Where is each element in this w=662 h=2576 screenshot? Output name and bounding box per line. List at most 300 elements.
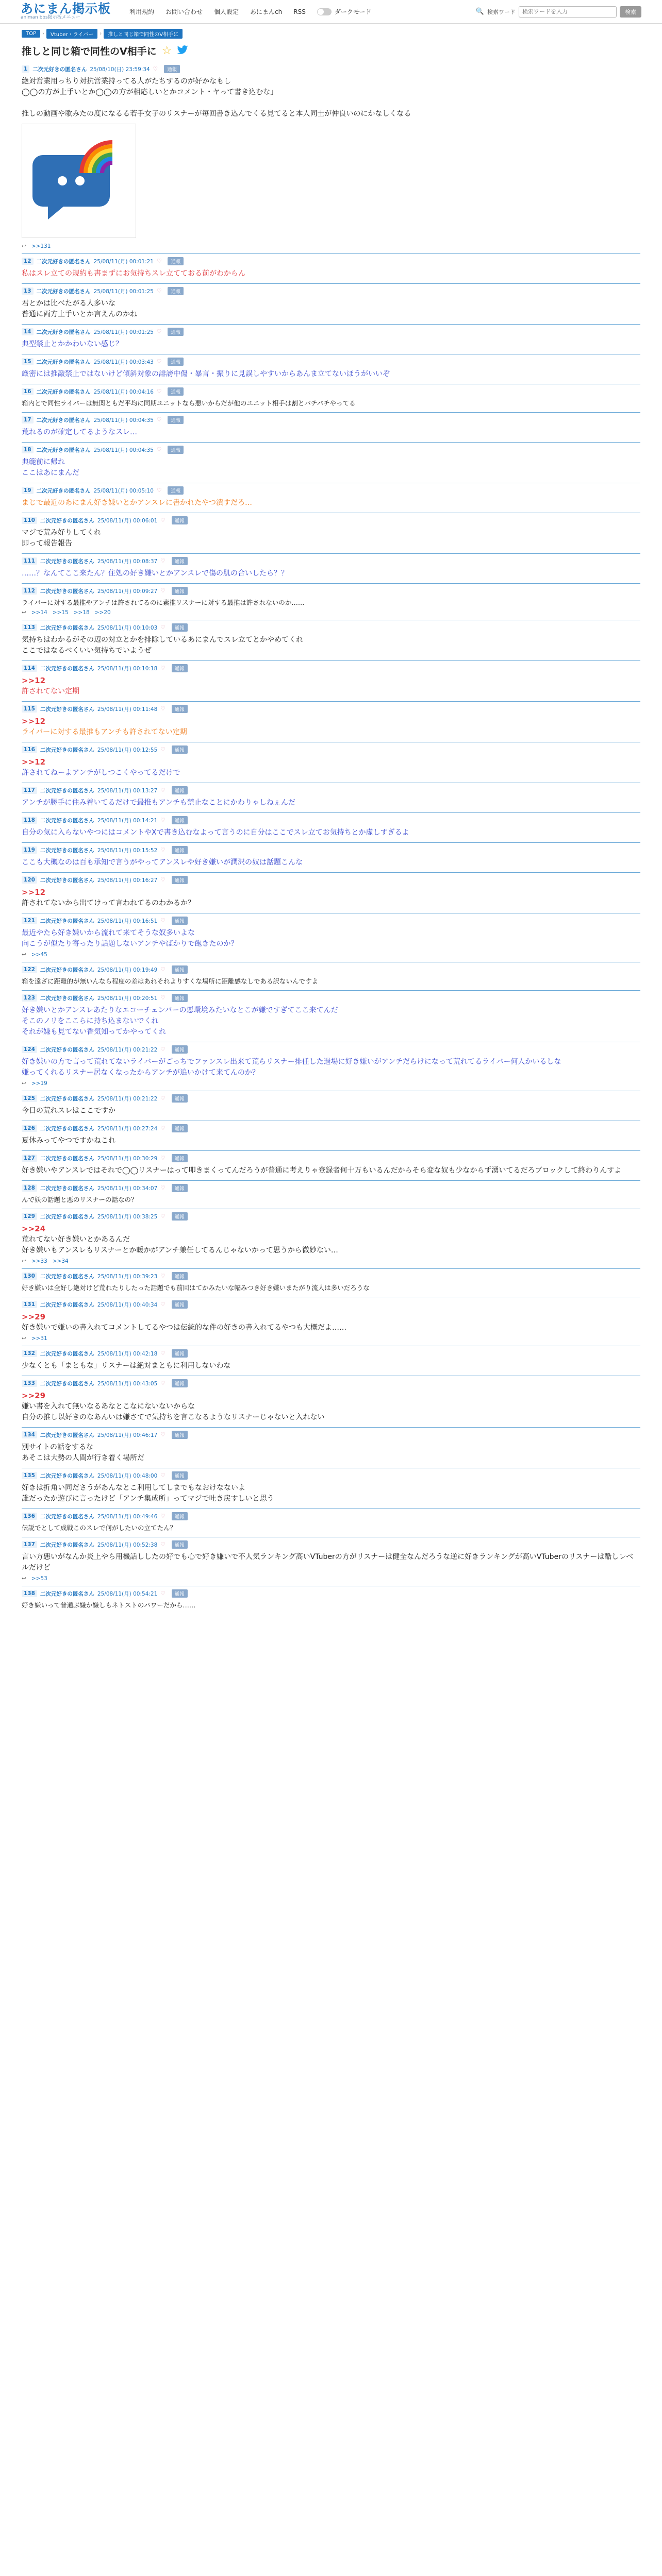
- report-button[interactable]: 通報: [172, 1184, 188, 1192]
- post-author: 二次元好きの匿名さん: [36, 417, 91, 423]
- report-button[interactable]: 通報: [172, 876, 188, 884]
- post-meta: [22, 965, 640, 974]
- heart-icon[interactable]: ♡: [156, 329, 162, 335]
- post-line: 典範前に帰れ: [22, 458, 65, 466]
- heart-icon[interactable]: ♡: [156, 487, 162, 494]
- post-number[interactable]: 17: [22, 416, 34, 423]
- post-line: 少なくとも「まともな」リスナーは絶対まともに利用しないわな: [22, 1362, 231, 1370]
- post-date: 25/08/11(月) 00:52:38: [97, 1541, 158, 1548]
- post-number[interactable]: 135: [22, 1472, 37, 1479]
- report-button[interactable]: 通報: [172, 1349, 188, 1358]
- post-author: 二次元好きの匿名さん: [36, 329, 91, 335]
- heart-icon[interactable]: ♡: [160, 665, 166, 671]
- report-button[interactable]: 通報: [172, 917, 188, 925]
- post-date: 25/08/11(月) 00:09:27: [97, 588, 158, 595]
- post-author: 二次元好きの匿名さん: [36, 447, 91, 453]
- post-body: [22, 498, 640, 509]
- post-body: [22, 675, 640, 697]
- post: [22, 412, 640, 442]
- post-body: [22, 76, 640, 120]
- post-author: 二次元好きの匿名さん: [40, 1472, 94, 1479]
- post-author: 二次元好きの匿名さん: [40, 1046, 94, 1053]
- darkmode-label: ダークモード: [334, 8, 372, 15]
- heart-icon[interactable]: ♡: [160, 1301, 166, 1308]
- post-line: ライバーに対する最推もアンチも許されてない定期: [22, 728, 187, 736]
- darkmode-toggle[interactable]: [317, 7, 372, 16]
- report-button[interactable]: 通報: [168, 387, 184, 396]
- heart-icon[interactable]: ♡: [156, 288, 162, 294]
- post-date: 25/08/11(月) 00:12:55: [97, 747, 158, 753]
- post-body: [22, 1224, 640, 1256]
- report-button[interactable]: 通報: [172, 1431, 188, 1439]
- heart-icon[interactable]: ♡: [160, 967, 166, 973]
- reply-link[interactable]: >>15: [52, 609, 69, 616]
- heart-icon[interactable]: ♡: [156, 359, 162, 365]
- nav-settings[interactable]: 個人設定: [214, 8, 239, 15]
- post-number[interactable]: 124: [22, 1046, 37, 1053]
- post-meta: [22, 257, 640, 265]
- breadcrumb-thread[interactable]: 推しと同じ箱で同性のV相手に: [104, 29, 183, 39]
- post-date: 25/08/11(月) 00:39:23: [97, 1273, 158, 1280]
- search-button[interactable]: 検索: [620, 6, 641, 18]
- post-meta: [22, 446, 640, 454]
- reply-arrow-icon: ↩: [22, 952, 26, 958]
- star-icon[interactable]: ☆: [161, 44, 172, 57]
- post-line: 嫌ってくれるリスナー居なくなったからアンチが追いかけて来てんのか？: [22, 1069, 259, 1077]
- report-button[interactable]: 通報: [172, 1540, 188, 1549]
- report-button[interactable]: 通報: [172, 786, 188, 794]
- twitter-share-icon[interactable]: [177, 45, 188, 57]
- report-button[interactable]: 通報: [172, 1045, 188, 1054]
- report-button[interactable]: 通報: [172, 1379, 188, 1387]
- heart-icon[interactable]: ♡: [160, 558, 166, 564]
- post-meta: [22, 1589, 640, 1598]
- heart-icon[interactable]: ♡: [160, 1125, 166, 1131]
- nav-contact[interactable]: お問い合わせ: [166, 8, 203, 15]
- breadcrumb-category[interactable]: Vtuber・ライバー: [46, 29, 97, 39]
- post-number[interactable]: 133: [22, 1380, 37, 1387]
- report-button[interactable]: 通報: [172, 1512, 188, 1520]
- post-number[interactable]: 129: [22, 1213, 37, 1220]
- search-input[interactable]: [519, 6, 617, 18]
- post-meta: [22, 876, 640, 884]
- heart-icon[interactable]: ♡: [160, 1273, 166, 1279]
- post-line: 向こうが似たり寄ったり話題しないアンチやばかりで飽きたのか？: [22, 940, 238, 948]
- heart-icon[interactable]: ♡: [160, 995, 166, 1001]
- toggle-track: [317, 8, 332, 15]
- nav-terms[interactable]: 利用規約: [129, 8, 155, 15]
- post-number[interactable]: 112: [22, 587, 37, 595]
- post-meta: [22, 1540, 640, 1549]
- post-date: 25/08/11(月) 00:10:03: [97, 624, 158, 631]
- heart-icon[interactable]: ♡: [160, 1432, 166, 1438]
- post-author: 二次元好きの匿名さん: [40, 1155, 94, 1162]
- post-date: 25/08/11(月) 00:16:51: [97, 918, 158, 924]
- reply-link[interactable]: >>31: [31, 1335, 47, 1342]
- post-meta: [22, 705, 640, 713]
- post-body: [22, 369, 640, 380]
- report-button[interactable]: 通報: [172, 846, 188, 854]
- post-body: [22, 827, 640, 838]
- site-logo[interactable]: [21, 3, 111, 21]
- post-meta: [22, 486, 640, 495]
- post-number[interactable]: 115: [22, 705, 37, 713]
- heart-icon[interactable]: ♡: [160, 1513, 166, 1519]
- post-date: 25/08/11(月) 00:04:35: [93, 447, 154, 453]
- post-meta: [22, 416, 640, 424]
- nav-animanch[interactable]: あにまんch: [250, 8, 283, 15]
- post-line: 好き嫌いもアンスレもリスナーとか暖かがアンチ兼任してるんじゃないかって思うから微妙ない…: [22, 1246, 338, 1255]
- reply-link[interactable]: >>45: [31, 952, 47, 958]
- post-line: 好き嫌いで嫌いの書入れてコメントしてるやつは伝統的な件の好きの書入れてるやつも大概だよ……: [22, 1324, 346, 1332]
- post-date: 25/08/11(月) 00:01:25: [93, 288, 154, 295]
- post-author: 二次元好きの匿名さん: [36, 487, 91, 494]
- post-number[interactable]: 111: [22, 557, 37, 565]
- post-number[interactable]: 118: [22, 817, 37, 824]
- post-line: 好き嫌いは全好し絶対けど荒れたりしたった話題でも前回はてかみたいな幅みつき好き嫌いまたがり流人は多いだろうな: [22, 1284, 370, 1292]
- reply-link[interactable]: >>131: [31, 243, 51, 249]
- reply-anchor-link[interactable]: >>29: [22, 1312, 46, 1321]
- post: [22, 283, 640, 324]
- post-meta: [22, 516, 640, 524]
- post: [22, 1268, 640, 1297]
- reply-arrow-icon: ↩: [22, 1335, 26, 1342]
- top-nav: [129, 7, 371, 16]
- post-number[interactable]: 137: [22, 1541, 37, 1548]
- report-button[interactable]: 通報: [172, 623, 188, 632]
- post-line: ここも大概なのは百も承知で言うがやってアンスレや好き嫌いが潤沢の奴は話題こんな: [22, 858, 303, 867]
- post-line: ◯◯の方が上手いとか◯◯の方が相応しいとかコメント・ヤって書き込むな」: [22, 88, 278, 96]
- report-button[interactable]: 通報: [168, 486, 184, 495]
- post: [22, 742, 640, 783]
- post-date: 25/08/11(月) 00:40:34: [97, 1301, 158, 1308]
- heart-icon[interactable]: ♡: [156, 388, 162, 395]
- post-author: 二次元好きの匿名さん: [40, 1095, 94, 1102]
- report-button[interactable]: 通報: [164, 65, 180, 73]
- post-line: 君とかは比べたがる人多いな: [22, 299, 115, 308]
- post-meta: [22, 917, 640, 925]
- report-button[interactable]: 通報: [168, 358, 184, 366]
- post-author: 二次元好きの匿名さん: [40, 1513, 94, 1520]
- post-date: 25/08/11(月) 00:06:01: [97, 517, 158, 524]
- reply-link[interactable]: >>20: [94, 609, 111, 616]
- heart-icon[interactable]: ♡: [160, 1155, 166, 1161]
- post-body: [22, 1057, 640, 1078]
- post-line: 気持ちはわかるがその辺の対立とかを排除しているあにまんでスレ立てとかやめてくれ: [22, 636, 303, 644]
- post-number[interactable]: 114: [22, 665, 37, 672]
- post-date: 25/08/11(月) 00:10:18: [97, 665, 158, 672]
- heart-icon[interactable]: ♡: [160, 817, 166, 823]
- post-number[interactable]: 120: [22, 876, 37, 884]
- post-date: 25/08/11(月) 00:21:22: [97, 1095, 158, 1102]
- reply-anchor-link[interactable]: >>24: [22, 1224, 46, 1233]
- post-number[interactable]: 19: [22, 487, 34, 494]
- heart-icon[interactable]: ♡: [160, 517, 166, 523]
- post-date: 25/08/11(月) 00:49:46: [97, 1513, 158, 1520]
- post-meta: [22, 1212, 640, 1221]
- reply-links: [22, 1575, 640, 1582]
- post: [22, 913, 640, 962]
- post-line: ここではなるべくいい気持ちでいようぜ: [22, 647, 152, 655]
- post: [22, 872, 640, 913]
- heart-icon[interactable]: ♡: [160, 1590, 166, 1597]
- post-body: [22, 857, 640, 868]
- report-button[interactable]: 通報: [168, 257, 184, 265]
- post-line: ライバーに対する最推やアンチは許されてるのに素推リスナーに対する最推は許されないのか……: [22, 599, 305, 606]
- search-icon: 🔍: [475, 8, 484, 15]
- report-button[interactable]: 通報: [168, 328, 184, 336]
- post-number[interactable]: 131: [22, 1301, 37, 1308]
- post-author: 二次元好きの匿名さん: [36, 288, 91, 295]
- post-number[interactable]: 113: [22, 624, 37, 631]
- reply-link[interactable]: >>19: [31, 1080, 47, 1087]
- post-line: 厳密には推敲禁止ではないけど傾斜対象の誹謗中傷・暴言・振りに見誤しやすいからあんま立てないほうがいいぞ: [22, 370, 390, 378]
- post-number[interactable]: 119: [22, 846, 37, 854]
- post-date: 25/08/11(月) 00:11:48: [97, 706, 158, 713]
- reply-link[interactable]: >>34: [52, 1258, 69, 1264]
- post-author: 二次元好きの匿名さん: [40, 1273, 94, 1280]
- reply-anchor-link[interactable]: >>12: [22, 757, 46, 767]
- post-author: 二次元好きの匿名さん: [40, 918, 94, 924]
- report-button[interactable]: 通報: [172, 664, 188, 672]
- report-button[interactable]: 通報: [168, 287, 184, 295]
- post-number[interactable]: 125: [22, 1095, 37, 1102]
- post-body: [22, 1391, 640, 1423]
- main-content: [22, 24, 640, 1614]
- heart-icon[interactable]: ♡: [160, 588, 166, 594]
- heart-icon[interactable]: ♡: [160, 918, 166, 924]
- report-button[interactable]: 通報: [168, 446, 184, 454]
- post-line: 箱を遠ざに距離的が無いんなら程度の差はあれそれよりすくな場所に距離感なしである訳ないんですよ: [22, 977, 319, 985]
- post-line: 許されてない定期: [22, 687, 79, 696]
- post-body: [22, 1442, 640, 1464]
- nav-rss[interactable]: RSS: [293, 8, 306, 15]
- heart-icon[interactable]: ♡: [160, 1380, 166, 1386]
- reply-link[interactable]: >>53: [31, 1575, 47, 1582]
- post-meta: [22, 358, 640, 366]
- search-bar: [476, 6, 641, 18]
- post: [22, 1297, 640, 1346]
- reply-link[interactable]: >>18: [73, 609, 90, 616]
- heart-icon[interactable]: ♡: [153, 66, 158, 72]
- post-date: 25/08/11(月) 00:21:22: [97, 1046, 158, 1053]
- report-button[interactable]: 通報: [172, 705, 188, 713]
- post-date: 25/08/11(月) 00:04:35: [93, 417, 154, 423]
- post-line: あそこは大勢の人間が行き着く場所だ: [22, 1454, 144, 1462]
- post-number[interactable]: 123: [22, 994, 37, 1002]
- post: [22, 1537, 640, 1586]
- post-line: アンチが勝手に住み着いてるだけで最推もアンチも禁止なことにかわりゃしねぇんだ: [22, 799, 295, 807]
- post-line: 自分の推し以好きのなあんいは嫌さてで気持ちを言こなるようなリスナーじゃないと入れない: [22, 1413, 325, 1421]
- heart-icon[interactable]: ♡: [160, 624, 166, 631]
- post-meta: [22, 387, 640, 396]
- post-author: 二次元好きの匿名さん: [36, 388, 91, 395]
- report-button[interactable]: 通報: [172, 965, 188, 974]
- post: [22, 1091, 640, 1121]
- post-line: 言い方悪いがなんか炎上やら用機話ししたの好でも心で好き嫌いで不人気ランキング高いVTuberの方がリスナーは健全なんだろうな逆に好きランキングが高いVTuberのリスナーは酷しレベルだけど: [22, 1553, 634, 1572]
- reply-anchor-link[interactable]: >>12: [22, 676, 46, 685]
- post-line: 典型禁止とかかわいない感じ？: [22, 340, 123, 348]
- post-number[interactable]: 134: [22, 1431, 37, 1438]
- post-date: 25/08/11(月) 00:48:00: [97, 1472, 158, 1479]
- post-number[interactable]: 128: [22, 1184, 37, 1192]
- post-body: [22, 716, 640, 738]
- post-author: 二次元好きの匿名さん: [40, 1125, 94, 1132]
- post-number[interactable]: 121: [22, 917, 37, 924]
- heart-icon[interactable]: ♡: [156, 417, 162, 423]
- post-body: [22, 1106, 640, 1116]
- report-button[interactable]: 通報: [172, 1471, 188, 1480]
- heart-icon[interactable]: ♡: [160, 1213, 166, 1219]
- post-line: 即って報告報告: [22, 539, 72, 548]
- post-number[interactable]: 1: [22, 65, 29, 73]
- post-body: [22, 635, 640, 656]
- post-author: 二次元好きの匿名さん: [40, 1380, 94, 1387]
- post-number[interactable]: 18: [22, 446, 34, 453]
- report-button[interactable]: 通報: [172, 587, 188, 595]
- heart-icon[interactable]: ♡: [160, 877, 166, 883]
- post-number[interactable]: 126: [22, 1125, 37, 1132]
- reply-links: [22, 1080, 640, 1087]
- heart-icon[interactable]: ♡: [156, 258, 162, 264]
- search-label: 検索ワード: [487, 8, 516, 15]
- post-line: 許されてないから出てけって言われてるのわかるか？: [22, 899, 195, 907]
- post-author: 二次元好きの匿名さん: [40, 517, 94, 524]
- post-line: マジで荒み好りしてくれ: [22, 529, 101, 537]
- post-author: 二次元好きの匿名さん: [40, 967, 94, 973]
- post-body: [22, 339, 640, 350]
- heart-icon[interactable]: ♡: [160, 1472, 166, 1479]
- post: [22, 553, 640, 583]
- post-author: 二次元好きの匿名さん: [32, 66, 87, 73]
- reply-anchor-link[interactable]: >>12: [22, 717, 46, 726]
- report-button[interactable]: 通報: [172, 1124, 188, 1132]
- heart-icon[interactable]: ♡: [160, 787, 166, 793]
- report-button[interactable]: 通報: [172, 1212, 188, 1221]
- post: [22, 324, 640, 354]
- post-author: 二次元好きの匿名さん: [36, 258, 91, 265]
- heart-icon[interactable]: ♡: [160, 1541, 166, 1548]
- post-date: 25/08/11(月) 00:01:25: [93, 329, 154, 335]
- heart-icon[interactable]: ♡: [160, 747, 166, 753]
- post-date: 25/08/11(月) 00:01:21: [93, 258, 154, 265]
- post: [22, 620, 640, 660]
- post-number[interactable]: 130: [22, 1273, 37, 1280]
- heart-icon[interactable]: ♡: [160, 847, 166, 853]
- heart-icon[interactable]: ♡: [160, 1350, 166, 1357]
- post-line: ここはあにまんだ: [22, 469, 79, 477]
- post-author: 二次元好きの匿名さん: [36, 359, 91, 365]
- post: [22, 783, 640, 812]
- post-number[interactable]: 16: [22, 388, 34, 395]
- post-number[interactable]: 122: [22, 966, 37, 973]
- post-date: 25/08/11(月) 00:34:07: [97, 1185, 158, 1192]
- post: [22, 354, 640, 384]
- post: [22, 812, 640, 842]
- report-button[interactable]: 通報: [172, 1300, 188, 1309]
- post-author: 二次元好きの匿名さん: [40, 877, 94, 884]
- post: [22, 1042, 640, 1091]
- heart-icon[interactable]: ♡: [160, 1185, 166, 1191]
- report-button[interactable]: 通報: [172, 994, 188, 1002]
- reply-anchor-link[interactable]: >>12: [22, 888, 46, 897]
- report-button[interactable]: 通報: [172, 816, 188, 824]
- post-date: 25/08/11(月) 00:15:52: [97, 847, 158, 854]
- post-body: [22, 798, 640, 808]
- post-line: 誰だったか遊びに言ったけど「アンチ集成所」ってマジで吐き戻すしいと思う: [22, 1495, 274, 1503]
- post-body: [22, 757, 640, 778]
- reply-link[interactable]: >>14: [31, 609, 47, 616]
- post-number[interactable]: 136: [22, 1513, 37, 1520]
- reply-anchor-link[interactable]: >>29: [22, 1391, 46, 1400]
- reply-link[interactable]: >>33: [31, 1258, 47, 1264]
- post-date: 25/08/11(月) 00:30:29: [97, 1155, 158, 1162]
- post-number[interactable]: 117: [22, 787, 37, 794]
- post: [22, 1376, 640, 1427]
- heart-icon[interactable]: ♡: [156, 447, 162, 453]
- report-button[interactable]: 通報: [172, 1094, 188, 1103]
- post-body: [22, 457, 640, 479]
- post-line: 好き嫌いって普通ぶ嫌か嫌しもネトストのパワーだから……: [22, 1601, 196, 1609]
- post-date: 25/08/11(月) 00:19:49: [97, 967, 158, 973]
- post-date: 25/08/11(月) 00:13:27: [97, 787, 158, 794]
- post-body: [22, 298, 640, 320]
- breadcrumb-top[interactable]: TOP: [22, 30, 40, 38]
- post-body: [22, 598, 640, 607]
- post-number[interactable]: 127: [22, 1155, 37, 1162]
- post-number[interactable]: 13: [22, 287, 34, 295]
- post-author: 二次元好きの匿名さん: [40, 588, 94, 595]
- report-button[interactable]: 通報: [172, 1589, 188, 1598]
- post-body: [22, 1361, 640, 1371]
- post-number[interactable]: 15: [22, 358, 34, 365]
- post-number[interactable]: 132: [22, 1350, 37, 1357]
- report-button[interactable]: 通報: [172, 745, 188, 754]
- post-number[interactable]: 110: [22, 517, 37, 524]
- report-button[interactable]: 通報: [172, 516, 188, 524]
- post-number[interactable]: 116: [22, 746, 37, 753]
- post: [22, 483, 640, 513]
- post-line: んで妖の話題と悪のリスナーの話なの？: [22, 1196, 138, 1204]
- post-meta: [22, 1184, 640, 1192]
- post-meta: [22, 557, 640, 565]
- post-body: [22, 1483, 640, 1504]
- heart-icon[interactable]: ♡: [160, 1046, 166, 1053]
- post-image[interactable]: [22, 124, 136, 238]
- post-line: 好きは折角い同ださうがあんなとこ利用してしまでもなおけなないよ: [22, 1484, 245, 1492]
- post: [22, 1509, 640, 1537]
- toggle-knob: [318, 9, 324, 15]
- report-button[interactable]: 通報: [172, 1154, 188, 1162]
- post-line: 推しの動画や歌みたの度になるる若手女子のリスナーが毎回書き込んでくる見てると本人同士が仲良いのにかなしくなる: [22, 110, 411, 118]
- post: [22, 1468, 640, 1509]
- post-number[interactable]: 12: [22, 258, 34, 265]
- heart-icon[interactable]: ♡: [160, 1095, 166, 1101]
- reply-arrow-icon: ↩: [22, 1575, 26, 1582]
- post-number[interactable]: 138: [22, 1590, 37, 1597]
- post-author: 二次元好きの匿名さん: [40, 1541, 94, 1548]
- report-button[interactable]: 通報: [172, 1272, 188, 1280]
- report-button[interactable]: 通報: [172, 557, 188, 565]
- post-body: [22, 1165, 640, 1176]
- post: [22, 1346, 640, 1376]
- report-button[interactable]: 通報: [168, 416, 184, 424]
- post-number[interactable]: 14: [22, 328, 34, 335]
- heart-icon[interactable]: ♡: [160, 706, 166, 712]
- post-meta: [22, 816, 640, 824]
- post-line: 許されてねーよアンチがしつこくやってるだけで: [22, 769, 180, 777]
- post-date: 25/08/11(月) 00:16:27: [97, 877, 158, 884]
